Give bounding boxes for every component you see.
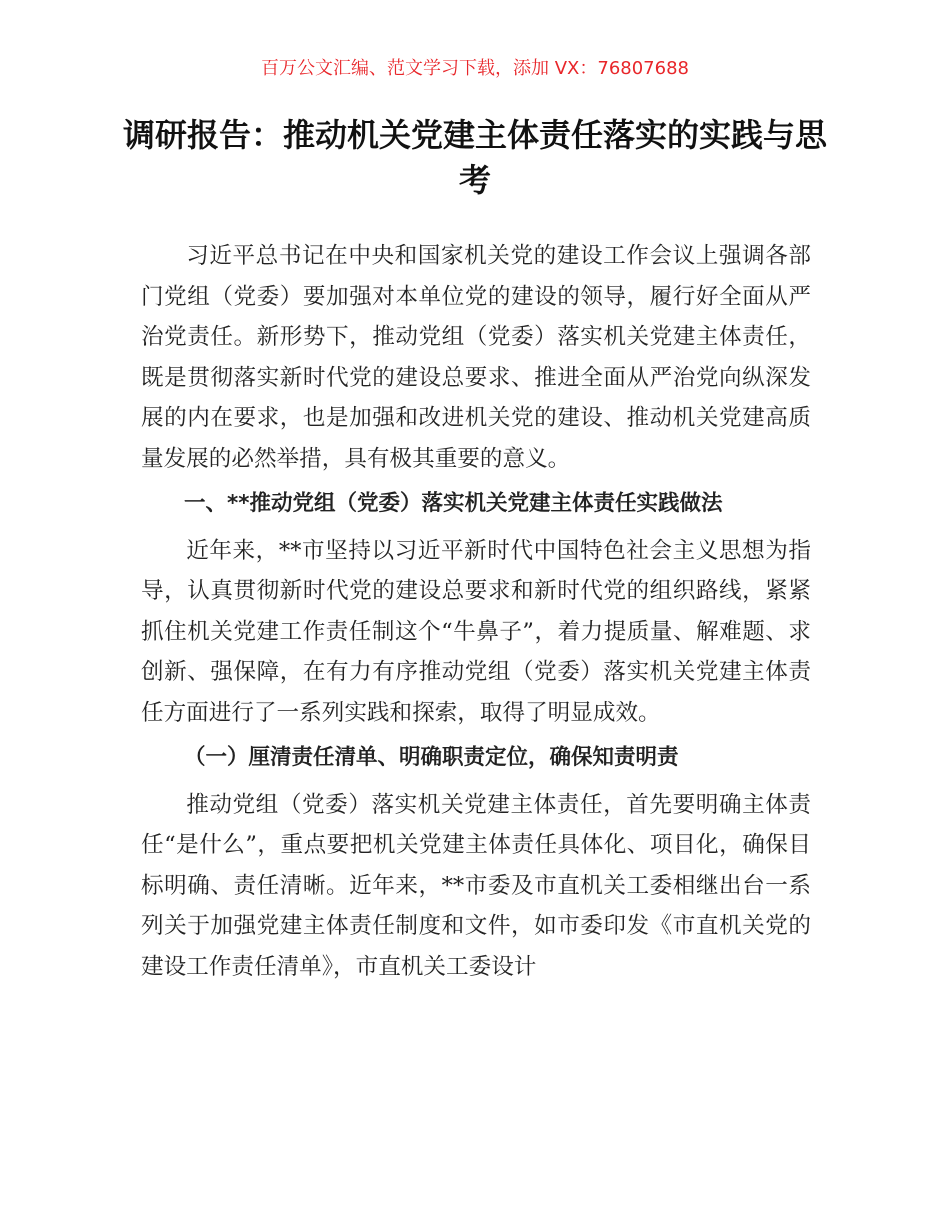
section-1-paragraph: 近年来，**市坚持以习近平新时代中国特色社会主义思想为指导，认真贯彻新时代党的建设总要求和新时代党的组织路线，紧紧抓住机关党建工作责任制这个“牛鼻子”，着力提质量、解难题、求创新、强保障，在有力有序推动党组（党委）落实机关党建主体责任方面进行了一系列实践和探索，取得了明显成效。 xyxy=(141,537,811,726)
subsection-heading-1: （一）厘清责任清单、明确职责定位，确保知责明责 xyxy=(184,745,679,770)
subsection-1-paragraph: 推动党组（党委）落实机关党建主体责任，首先要明确主体责任“是什么”，重点要把机关党建主体责任具体化、项目化，确保目标明确、责任清晰。近年来，**市委及市直机关工委相继出台一系列关于加强党建主体责任制度和文件，如市委印发《市直机关党的建设工作责任清单》，市直机关工委设计 xyxy=(141,791,811,980)
intro-paragraph: 习近平总书记在中央和国家机关党的建设工作会议上强调各部门党组（党委）要加强对本单位党的建设的领导，履行好全面从严治党责任。新形势下，推动党组（党委）落实机关党建主体责任，既是贯彻落实新时代党的建设总要求、推进全面从严治党向纵深发展的内在要求，也是加强和改进机关党的建设、推动机关党建高质量发展的必然举措，具有极其重要的意义。 xyxy=(141,243,811,472)
promo-header: 百万公文汇编、范文学习下载，添加 VX：76807688 xyxy=(261,58,689,79)
section-heading-1: 一、**推动党组（党委）落实机关党建主体责任实践做法 xyxy=(184,491,723,516)
document-body xyxy=(141,236,811,987)
document-title: 调研报告：推动机关党建主体责任落实的实践与思考 xyxy=(122,116,827,199)
